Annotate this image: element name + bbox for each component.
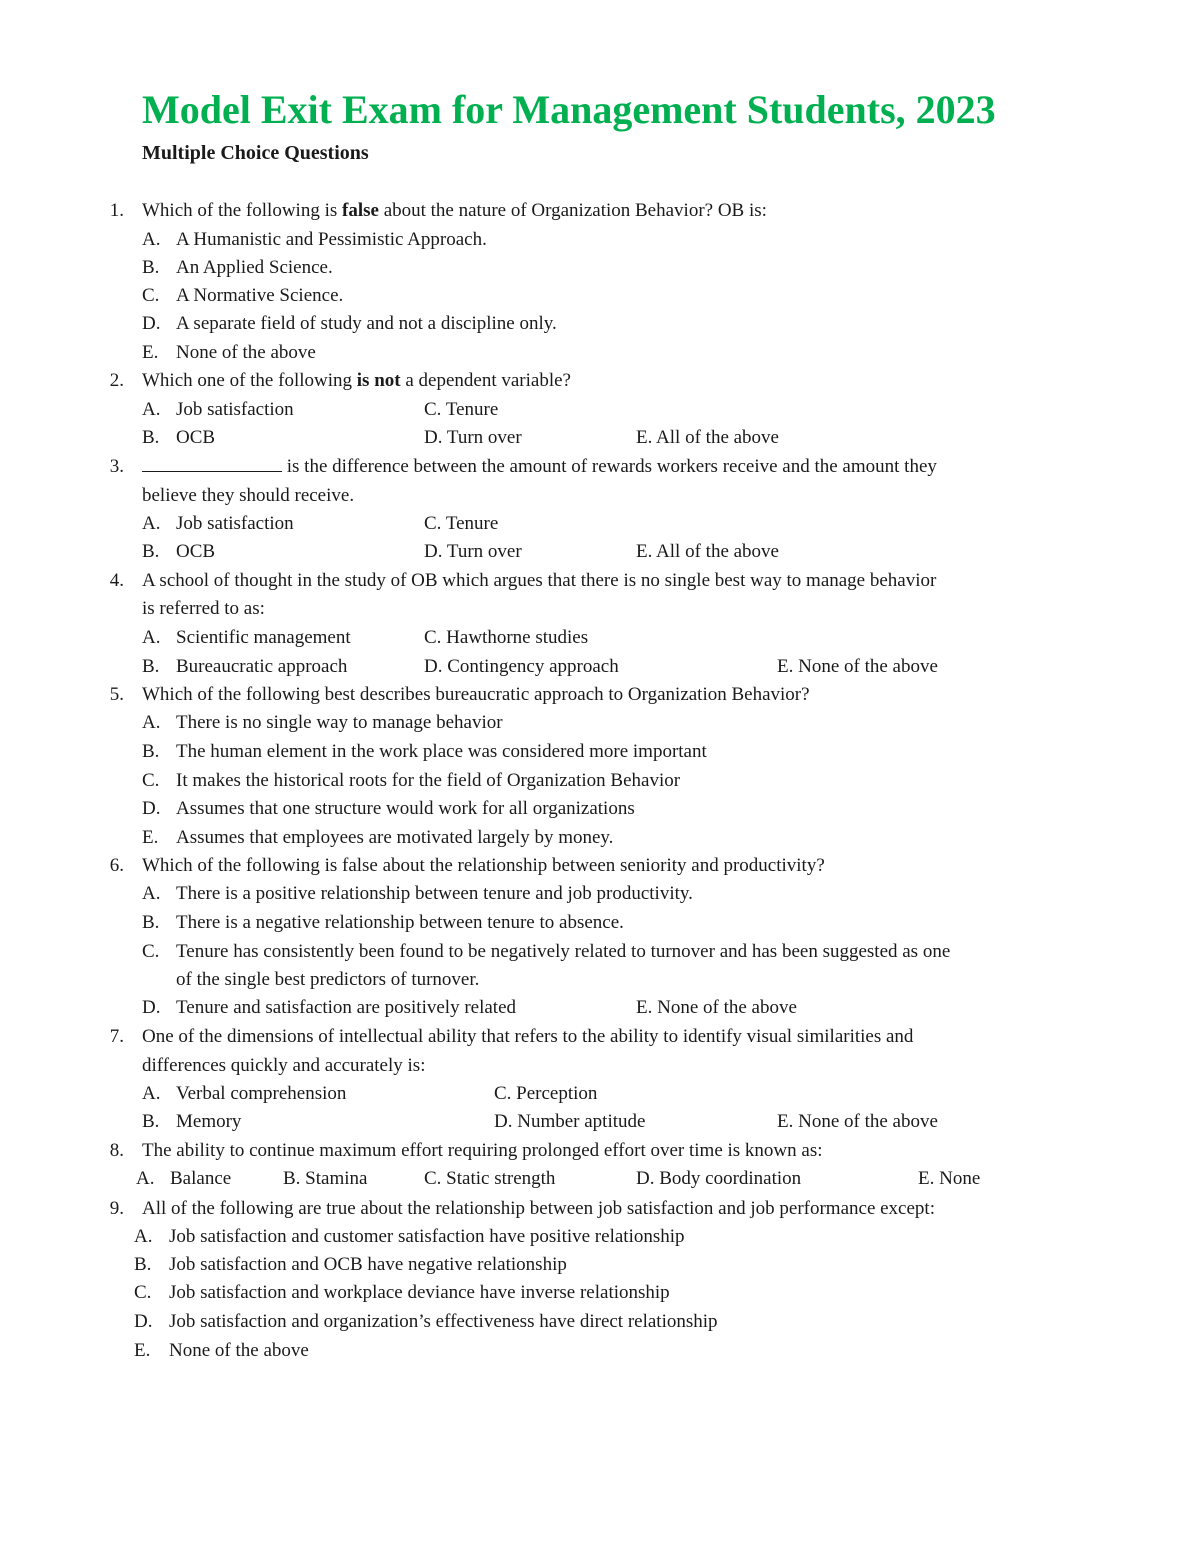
option-row <box>0 1279 1200 1307</box>
question-number: 4. <box>109 570 124 591</box>
option-text: C. Static strength <box>424 1168 556 1189</box>
question-text: believe they should receive. <box>142 485 355 506</box>
option-letter: D. <box>134 1311 153 1332</box>
option-row <box>0 424 1200 452</box>
option-letter: C. <box>142 941 160 962</box>
option-text: There is a positive relationship between tenure and job productivity. <box>176 883 693 904</box>
option-text: C. Perception <box>494 1083 598 1104</box>
option-text: There is no single way to manage behavior <box>176 712 503 733</box>
question-text-cont <box>0 595 1200 623</box>
option-text: E. None of the above <box>636 997 797 1018</box>
option-letter: D. <box>142 798 161 819</box>
option-row <box>0 738 1200 766</box>
section-heading: Multiple Choice Questions <box>142 142 369 164</box>
option-text: A Humanistic and Pessimistic Approach. <box>176 229 487 250</box>
option-letter: A. <box>136 1168 155 1189</box>
option-row <box>0 254 1200 282</box>
option-text: There is a negative relationship between tenure to absence. <box>176 912 624 933</box>
question-text: Which of the following is false about the nature of Organization Behavior? OB is: <box>142 200 767 221</box>
option-letter: E. <box>134 1340 151 1361</box>
option-letter: B. <box>142 1111 160 1132</box>
option-letter: D. <box>142 313 161 334</box>
option-text: of the single best predictors of turnover. <box>176 969 480 990</box>
question-number: 6. <box>109 855 124 876</box>
question-2 <box>0 367 1200 395</box>
option-text: A separate field of study and not a discipline only. <box>176 313 557 334</box>
option-text: C. Tenure <box>424 513 499 534</box>
option-row <box>0 824 1200 852</box>
option-row <box>0 1223 1200 1251</box>
option-text: E. All of the above <box>636 541 779 562</box>
option-row <box>0 994 1200 1022</box>
option-row <box>0 653 1200 681</box>
option-row <box>0 795 1200 823</box>
option-row <box>0 1308 1200 1336</box>
option-text: Job satisfaction and organization’s effectiveness have direct relationship <box>169 1311 718 1332</box>
option-text: E. None of the above <box>777 656 938 677</box>
question-text: is the difference between the amount of rewards workers receive and the amount they <box>142 453 937 481</box>
option-text: D. Contingency approach <box>424 656 619 677</box>
option-text: Assumes that one structure would work for all organizations <box>176 798 635 819</box>
question-text: The ability to continue maximum effort requiring prolonged effort over time is known as: <box>142 1140 823 1161</box>
option-letter: A. <box>142 712 161 733</box>
question-number: 1. <box>109 200 124 221</box>
option-letter: A. <box>142 627 161 648</box>
option-text: D. Turn over <box>424 427 522 448</box>
option-text: Tenure has consistently been found to be negatively related to turnover and has been suggested as one <box>176 941 951 962</box>
question-9 <box>0 1195 1200 1223</box>
question-number: 3. <box>109 456 124 477</box>
option-letter: A. <box>142 513 161 534</box>
question-text-cont <box>0 482 1200 510</box>
option-row <box>0 510 1200 538</box>
option-row <box>0 396 1200 424</box>
option-text: Job satisfaction <box>176 513 294 534</box>
option-text: OCB <box>176 541 216 562</box>
option-letter: C. <box>142 285 160 306</box>
option-row <box>0 624 1200 652</box>
option-text: Verbal comprehension <box>176 1083 347 1104</box>
question-text: Which of the following is false about the relationship between seniority and productivity? <box>142 855 825 876</box>
option-row <box>0 282 1200 310</box>
option-text: Job satisfaction and workplace deviance have inverse relationship <box>169 1282 670 1303</box>
option-letter: E. <box>142 827 159 848</box>
question-number: 7. <box>109 1026 124 1047</box>
option-letter: B. <box>142 656 160 677</box>
question-number: 2. <box>109 370 124 391</box>
question-3 <box>0 453 1200 481</box>
option-row <box>0 767 1200 795</box>
option-row <box>0 1108 1200 1136</box>
option-row <box>0 1251 1200 1279</box>
option-row-cont <box>0 966 1200 994</box>
question-text: differences quickly and accurately is: <box>142 1055 426 1076</box>
option-text: Balance <box>170 1168 232 1189</box>
question-7 <box>0 1023 1200 1051</box>
question-text: Which one of the following is not a dependent variable? <box>142 370 571 391</box>
option-row <box>0 909 1200 937</box>
option-text: None of the above <box>169 1340 309 1361</box>
option-text: None of the above <box>176 342 316 363</box>
option-text: Assumes that employees are motivated largely by money. <box>176 827 614 848</box>
option-letter: B. <box>142 427 160 448</box>
option-row <box>0 709 1200 737</box>
option-letter: A. <box>142 1083 161 1104</box>
question-4 <box>0 567 1200 595</box>
question-8 <box>0 1137 1200 1165</box>
option-letter: B. <box>134 1254 152 1275</box>
question-number: 5. <box>109 684 124 705</box>
option-text: OCB <box>176 427 216 448</box>
question-text: is referred to as: <box>142 598 265 619</box>
option-letter: B. <box>142 912 160 933</box>
option-letter: C. <box>134 1282 152 1303</box>
option-text: E. All of the above <box>636 427 779 448</box>
option-text: C. Tenure <box>424 399 499 420</box>
option-text: D. Turn over <box>424 541 522 562</box>
option-text: C. Hawthorne studies <box>424 627 589 648</box>
option-letter: C. <box>142 770 160 791</box>
option-row <box>0 880 1200 908</box>
option-letter: E. <box>142 342 159 363</box>
option-row <box>0 1165 1200 1193</box>
option-text: Scientific management <box>176 627 351 648</box>
option-text: It makes the historical roots for the field of Organization Behavior <box>176 770 681 791</box>
option-row <box>0 339 1200 367</box>
question-text: Which of the following best describes bureaucratic approach to Organization Behavior? <box>142 684 810 705</box>
option-letter: B. <box>142 741 160 762</box>
option-text: The human element in the work place was considered more important <box>176 741 707 762</box>
option-text: Bureaucratic approach <box>176 656 348 677</box>
question-5 <box>0 681 1200 709</box>
option-text: E. None of the above <box>777 1111 938 1132</box>
option-text: Job satisfaction and OCB have negative relationship <box>169 1254 567 1275</box>
option-letter: A. <box>142 883 161 904</box>
option-letter: D. <box>142 997 161 1018</box>
option-letter: B. <box>142 541 160 562</box>
question-number: 8. <box>109 1140 124 1161</box>
question-text-cont <box>0 1052 1200 1080</box>
option-letter: A. <box>142 399 161 420</box>
option-text: Tenure and satisfaction are positively related <box>176 997 517 1018</box>
option-text: D. Number aptitude <box>494 1111 646 1132</box>
option-row <box>0 1080 1200 1108</box>
option-text: Memory <box>176 1111 242 1132</box>
option-text: B. Stamina <box>283 1168 368 1189</box>
option-letter: B. <box>142 257 160 278</box>
question-1 <box>0 197 1200 225</box>
question-text: All of the following are true about the relationship between job satisfaction and job performance except: <box>142 1198 935 1219</box>
question-text: One of the dimensions of intellectual ability that refers to the ability to identify visual similarities and <box>142 1026 914 1047</box>
option-text: An Applied Science. <box>176 257 333 278</box>
question-number: 9. <box>109 1198 124 1219</box>
option-row <box>0 938 1200 966</box>
question-6 <box>0 852 1200 880</box>
option-text: A Normative Science. <box>176 285 344 306</box>
option-text: Job satisfaction <box>176 399 294 420</box>
question-text: A school of thought in the study of OB which argues that there is no single best way to manage behavior <box>142 570 937 591</box>
option-row <box>0 538 1200 566</box>
option-row <box>0 1337 1200 1365</box>
option-text: D. Body coordination <box>636 1168 802 1189</box>
option-row <box>0 226 1200 254</box>
option-text: Job satisfaction and customer satisfaction have positive relationship <box>169 1226 685 1247</box>
option-letter: A. <box>134 1226 153 1247</box>
option-row <box>0 310 1200 338</box>
answer-blank <box>142 453 282 472</box>
option-letter: A. <box>142 229 161 250</box>
exam-title: Model Exit Exam for Management Students, 2023 <box>142 87 996 132</box>
option-text: E. None <box>918 1168 981 1189</box>
